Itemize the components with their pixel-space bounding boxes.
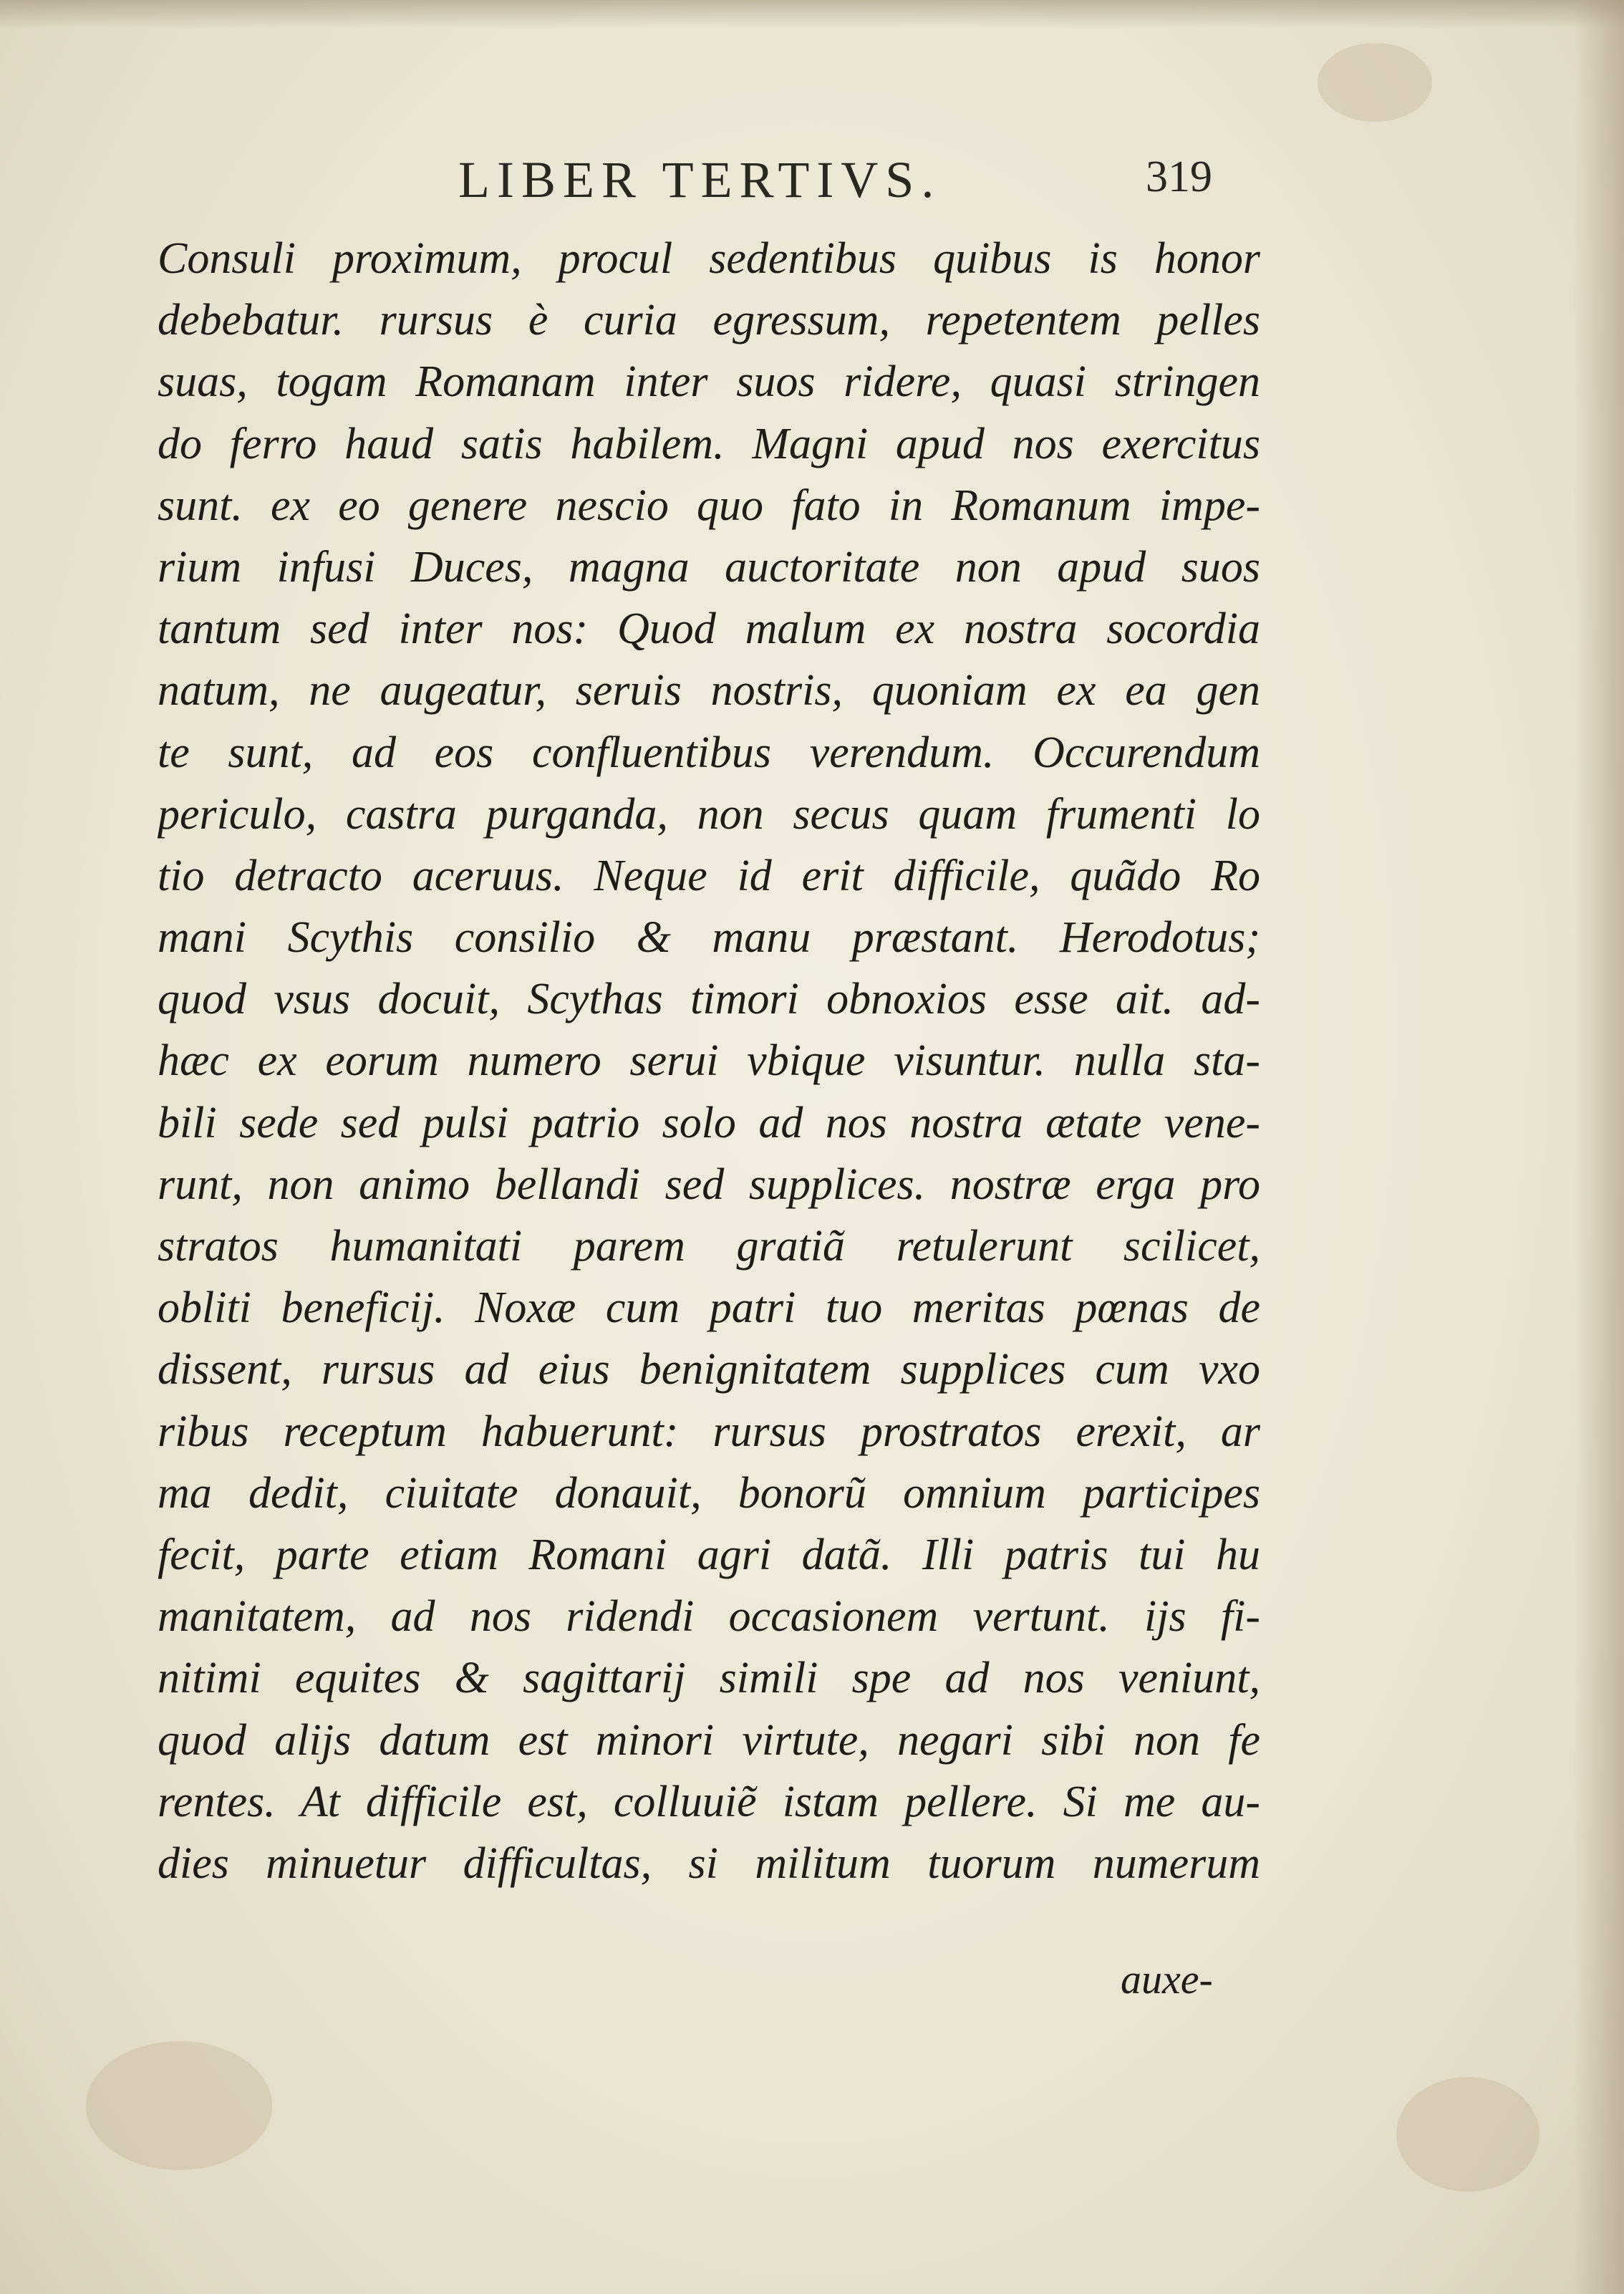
paper-stain <box>86 2041 272 2170</box>
text-line: dies minuetur difficultas, si militum tuorum numerum <box>158 1838 1260 1888</box>
body-text <box>158 228 1260 1894</box>
text-line: obliti beneficij. Noxæ cum patri tuo meritas pœnas de <box>158 1283 1260 1333</box>
top-edge-shadow <box>0 0 1624 29</box>
text-line: rium infusi Duces, magna auctoritate non apud suos <box>158 542 1260 592</box>
text-line: stratos humanitati parem gratiã retulerunt scilicet, <box>158 1222 1260 1271</box>
text-line: ma dedit, ciuitate donauit, bonorũ omnium participes <box>158 1468 1260 1518</box>
text-line: nitimi equites & sagittarij simili spe ad nos veniunt, <box>158 1654 1260 1703</box>
text-line: fecit, parte etiam Romani agri datã. Illi patris tui hu <box>158 1530 1260 1579</box>
text-line: quod vsus docuit, Scythas timori obnoxios esse ait. ad- <box>158 975 1260 1024</box>
paper-stain <box>1318 43 1432 122</box>
text-line: tio detracto aceruus. Neque id erit difficile, quãdo Ro <box>158 851 1260 900</box>
text-line: manitatem, ad nos ridendi occasionem vertunt. ijs fi- <box>158 1592 1260 1642</box>
running-head: LIBER TERTIVS. <box>458 151 942 208</box>
text-line: do ferro haud satis habilem. Magni apud nos exercitus <box>158 419 1260 468</box>
text-line: sunt. ex eo genere nescio quo fato in Romanum impe- <box>158 481 1260 530</box>
text-line: Consuli proximum, procul sedentibus quibus is honor <box>158 234 1260 283</box>
page-header <box>458 150 1246 215</box>
text-line: periculo, castra purganda, non secus quam frumenti lo <box>158 789 1260 839</box>
text-line: ribus receptum habuerunt: rursus prostratos erexit, ar <box>158 1407 1260 1456</box>
catchword: auxe- <box>1121 1956 1213 2003</box>
text-line: hæc ex eorum numero serui vbique visuntur. nulla sta- <box>158 1036 1260 1086</box>
text-line: rentes. At difficile est, colluuiẽ istam pellere. Si me au- <box>158 1777 1260 1826</box>
text-line: suas, togam Romanam inter suos ridere, quasi stringen <box>158 357 1260 407</box>
page-number: 319 <box>1146 153 1212 201</box>
text-line: quod alijs datum est minori virtute, negari sibi non fe <box>158 1715 1260 1765</box>
text-line: bili sede sed pulsi patrio solo ad nos nostra ætate vene- <box>158 1098 1260 1147</box>
gutter-shadow <box>1574 0 1624 2294</box>
text-line: debebatur. rursus è curia egressum, repetentem pelles <box>158 296 1260 345</box>
text-line: te sunt, ad eos confluentibus verendum. Occurendum <box>158 728 1260 777</box>
text-line: runt, non animo bellandi sed supplices. nostræ erga pro <box>158 1160 1260 1209</box>
paper-stain <box>1396 2077 1540 2192</box>
text-line: natum, ne augeatur, seruis nostris, quoniam ex ea gen <box>158 666 1260 715</box>
text-line: mani Scythis consilio & manu præstant. Herodotus; <box>158 913 1260 963</box>
text-line: dissent, rursus ad eius benignitatem supplices cum vxo <box>158 1345 1260 1394</box>
text-line: tantum sed inter nos: Quod malum ex nostra socordia <box>158 604 1260 654</box>
